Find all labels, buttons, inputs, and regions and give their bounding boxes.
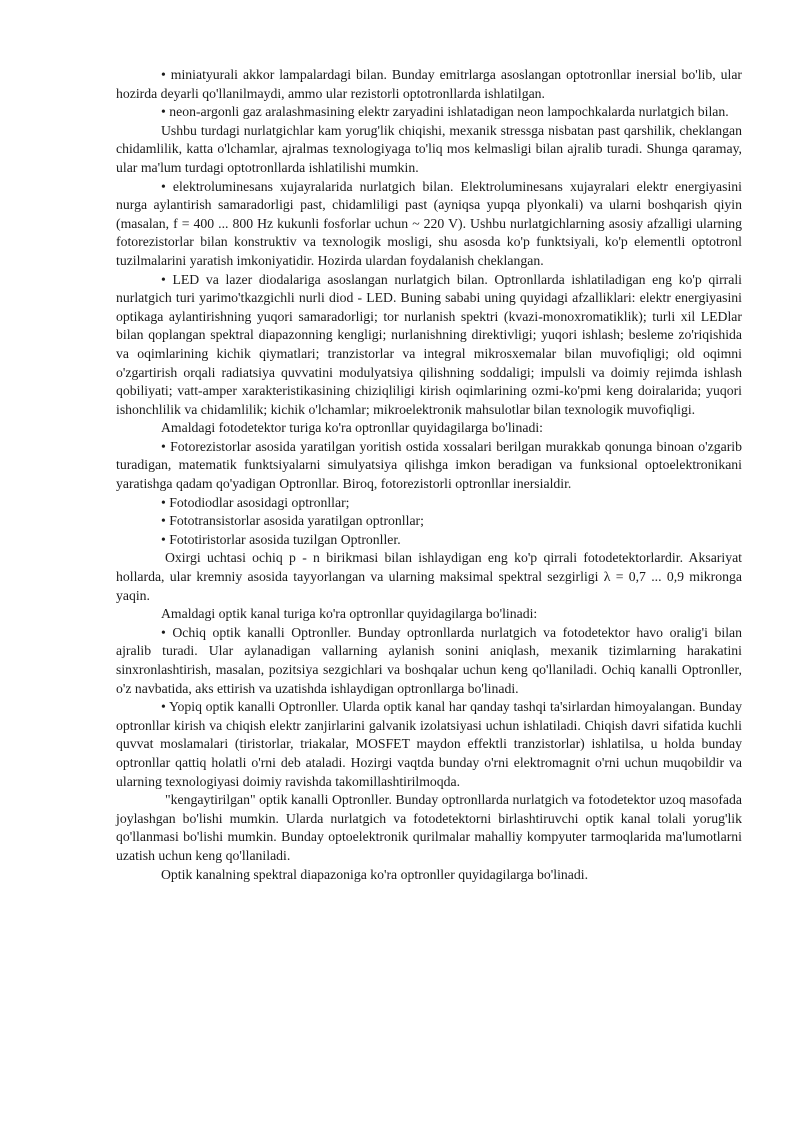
paragraph-electroluminescent-cells: • elektroluminesans xujayralarida nurlatgich bilan. Elektroluminesans xujayralari elektr energiyasini nurga aylantirish samaradorligi past, chidamliligi past (ayniqsa yupqa plyonkali) va ularni boshqarish qiyin (masalan, f = 400 ... 800 Hz kukunli fosforlar uchun ~ 220 V). Ushbu nurlatgichlarning asosiy afzalligi ularning fotorezistorlar bilan konstruktiv va texnologik mosligi, shu asosda ko'p funktsiyali, ko'p elementli optotronl tuzilmalarini yaratish imkoniyatidir. Hozirda ulardan foydalanish cheklangan. xyxy=(116,178,742,268)
document-page xyxy=(116,66,742,884)
paragraph-phototransistors: • Fototransistorlar asosida yaratilgan optronllar; xyxy=(161,513,424,529)
paragraph-photodiodes: • Fotodiodlar asosidagi optronllar; xyxy=(161,494,350,510)
paragraph-closed-optical-channel: • Yopiq optik kanalli Optronller. Ularda optik kanal har qanday tashqi ta'sirlardan himoyalangan. Bunday optronllar kirish va chiqish elektr zanjirlarini galvanik izolatsiyasi uchun ishlatiladi. Chiqish davri sifatida kuchli quvvat moslamalari (tiristorlar, triakalar, MOSFET maydon effektli tranzistorlar) ishlatilsa, u holda bunday optronllar qattiq holatli o'rni deb ataladi. Hozirgi vaqtda bunday o'rni elektromagnit o'rni uchun muqobildir va ularning texnologiyasi doimiy ravishda takomillashtirilmoqda. xyxy=(116,699,742,789)
paragraph-emitter-drawbacks: Ushbu turdagi nurlatgichlar kam yorug'lik chiqishi, mexanik stressga nisbatan past qarshilik, cheklangan chidamlilik, katta o'lchamlar, ajralmas texnologiyaga to'liq mos kelmasligi bilan ajralib turadi. Shunga qaramay, ular ma'lum turdagi optotronllarda ishlatilishi mumkin. xyxy=(116,122,742,175)
paragraph-incandescent-lamps: • miniatyurali akkor lampalardagi bilan. Bunday emitrlarga asoslangan optotronllar inersial bo'lib, ular hozirda deyarli qo'llanilmaydi, ammo ular rezistorli optotronllarda ishlatilgan. xyxy=(116,67,742,101)
paragraph-extended-optical-channel: "kengaytirilgan" optik kanalli Optronller. Bunday optronllarda nurlatgich va fotodetektor uzoq masofada joylashgan bo'lishi mumkin. Ularda nurlatgich va fotodetektorni birlashtiruvchi optik kanal tolali yorug'lik qo'llanmasi bo'lishi mumkin. Bunday optoelektronik qurilmalar mahalliy kompyuter tarmoqlarida ma'lumotlarni uzatish uchun keng qo'llaniladi. xyxy=(116,792,742,863)
paragraph-photothyristors: • Fototiristorlar asosida tuzilgan Optronller. xyxy=(161,531,401,547)
paragraph-photodetector-types-intro: Amaldagi fotodetektor turiga ko'ra optronllar quyidagilarga bo'linadi: xyxy=(161,420,543,436)
paragraph-pn-junction-detectors: Oxirgi uchtasi ochiq p - n birikmasi bilan ishlaydigan eng ko'p qirrali fotodetektorlardir. Aksariyat hollarda, ular kremniy asosida tayyorlangan va ularning maksimal spektral sezgirligi λ = 0,7 ... 0,9 mikronga yaqin. xyxy=(116,550,742,603)
paragraph-spectral-range-intro: Optik kanalning spektral diapazoniga ko'ra optronller quyidagilarga bo'linadi. xyxy=(161,866,589,882)
paragraph-photoresistors: • Fotorezistorlar asosida yaratilgan yoritish ostida xossalari berilgan murakkab qonunga binoan o'zgarib turadigan, matematik funktsiyalarni simulyatsiya qilishga imkon beradigan va funksional optoelektronikani yaratishga qadam qo'yadigan Optronllar. Biroq, fotorezistorli optronllar inersialdir. xyxy=(116,438,742,492)
paragraph-neon-lamps: • neon-argonli gaz aralashmasining elektr zaryadini ishlatadigan neon lampochkalarda nurlatgich bilan. xyxy=(161,104,729,120)
paragraph-optical-channel-types-intro: Amaldagi optik kanal turiga ko'ra optronllar quyidagilarga bo'linadi: xyxy=(161,606,538,622)
paragraph-led-laser-diodes: • LED va lazer diodalariga asoslangan nurlatgich bilan. Optronllarda ishlatiladigan eng ko'p qirrali nurlatgich turi yarimo'tkazgichli nurli diod - LED. Buning sababi uning quyidagi afzalliklari: elektr energiyasini optikaga aylantirishning yuqori samaradorligi; tor nurlanish spektri (kvazi-monoxromatiklik); turli xil LEDlar bilan qoplangan spektral diapazonning kengligi; nurlanishning direktivligi; yuqori ishlash; besleme zo'riqishida va oqimlarining kichik qiymatlari; tranzistorlar va integral mikrosxemalar bilan muvofiqligi; old oqimni o'zgartirish orqali radiatsiya quvvatini modulyatsiya qilishning soddaligi; impulsli va doimiy rejimda ishlash qobiliyati; vatt-amper xarakteristikasining chiziqliligi kirish oqimlarining ozmi-ko'pmi keng doiralarida; yuqori ishonchlilik va chidamlilik; kichik o'lchamlar; mikroelektronik mahsulotlar bilan texnologik muvofiqligi. xyxy=(116,271,742,417)
paragraph-open-optical-channel: • Ochiq optik kanalli Optronller. Bunday optronllarda nurlatgich va fotodetektor havo oralig'i bilan ajralib turadi. Ular aylanadigan vallarning aylanish sonini aniqlash, mexanik tizimlarning harakatini sinxronlashtirish, masalan, pozitsiya sezgichlari va boshqalar uchun keng qo'llaniladi. Ochiq kanalli Optronller, o'z navbatida, aks ettirish va uzatishda ishlaydigan optronllarga bo'linadi. xyxy=(116,624,742,696)
